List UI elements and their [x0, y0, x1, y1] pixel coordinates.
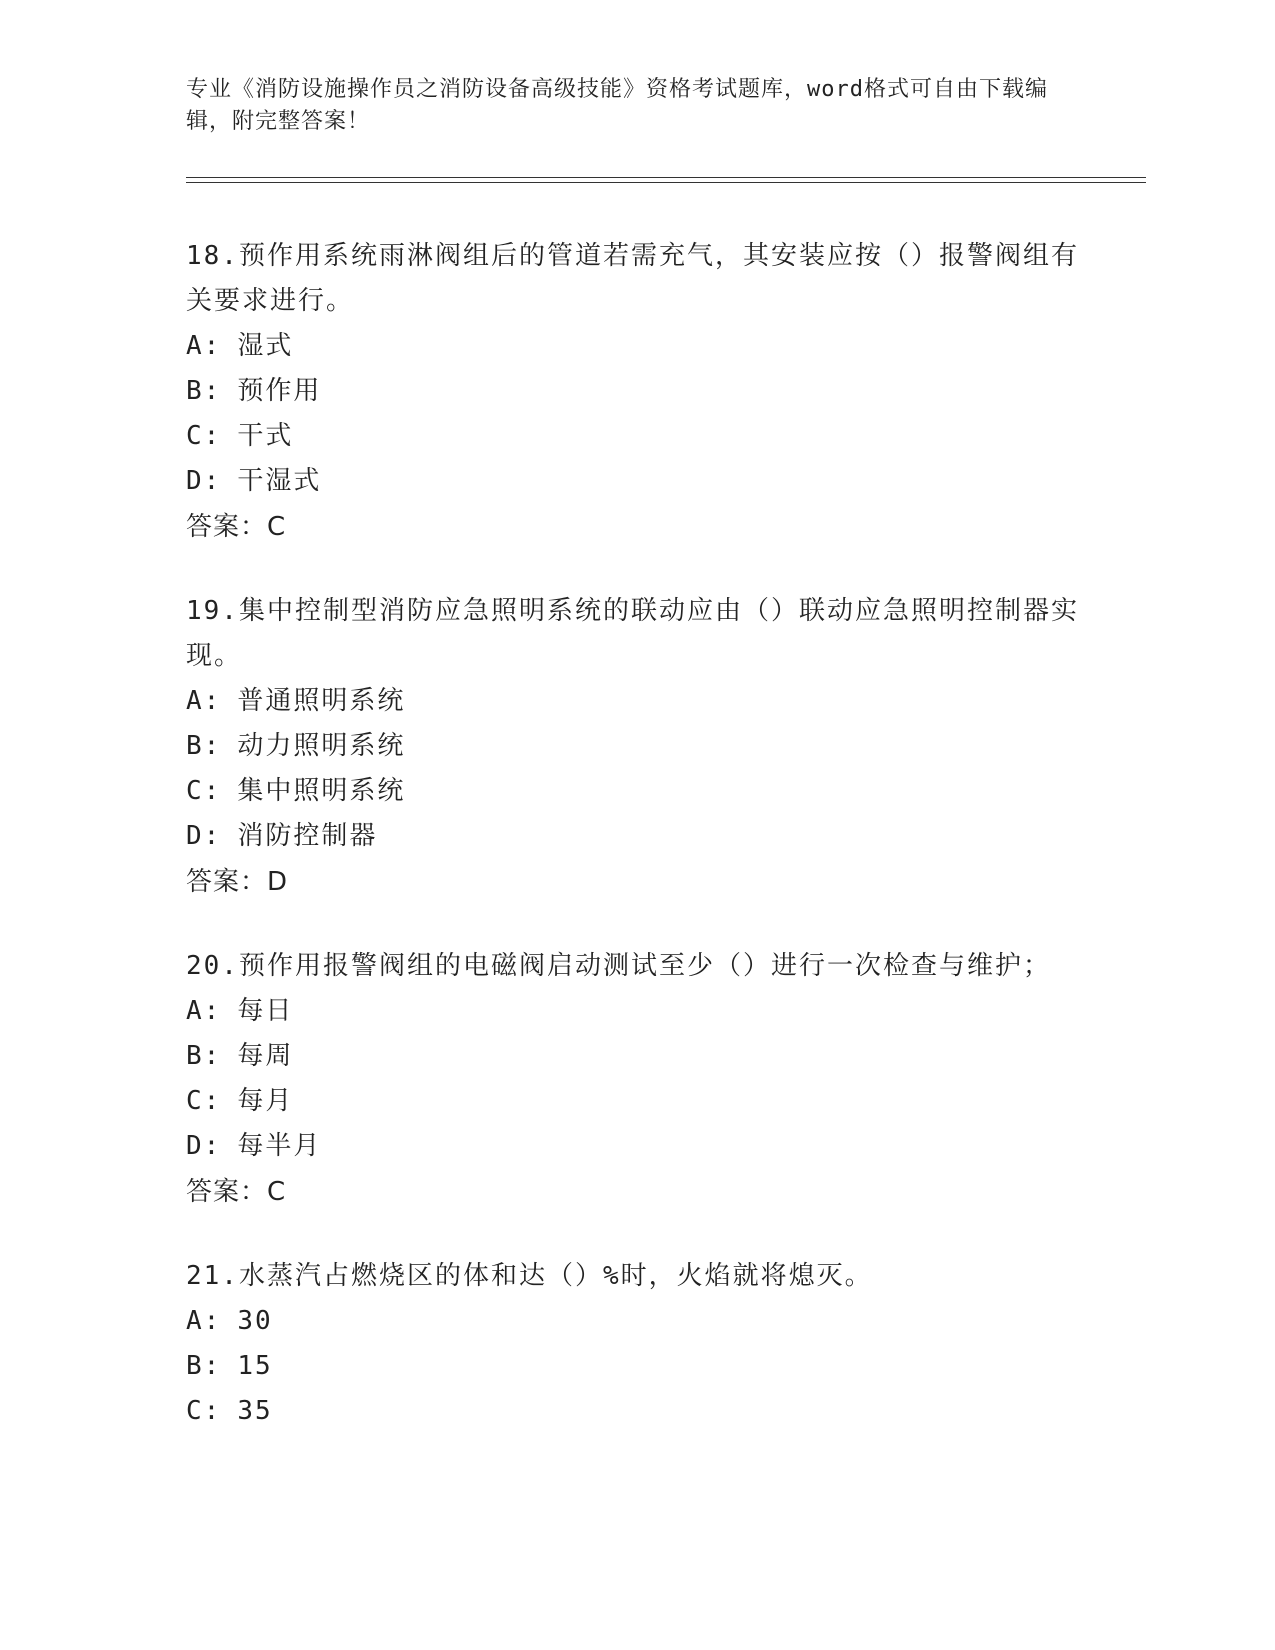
option-text: 消防控制器 — [237, 821, 378, 851]
option-a — [186, 679, 1086, 724]
option-a — [186, 1299, 1086, 1344]
option-letter: A: — [186, 331, 222, 361]
question-stem: 18.预作用系统雨淋阀组后的管道若需充气，其安装应按（）报警阀组有关要求进行。 — [186, 241, 1079, 316]
header-divider-top — [186, 177, 1146, 178]
question-20 — [186, 944, 1086, 1215]
header-divider-bottom — [186, 182, 1146, 183]
answer-label: 答案：D — [186, 867, 289, 897]
option-letter: B: — [186, 1041, 222, 1071]
option-text: 30 — [237, 1306, 273, 1336]
option-letter: B: — [186, 1351, 222, 1381]
option-b — [186, 369, 1086, 414]
question-21 — [186, 1254, 1086, 1434]
option-a — [186, 324, 1086, 369]
question-stem: 21.水蒸汽占燃烧区的体和达（）%时，火焰就将熄灭。 — [186, 1261, 873, 1291]
option-letter: D: — [186, 1131, 222, 1161]
option-text: 35 — [237, 1396, 273, 1426]
option-letter: A: — [186, 686, 222, 716]
option-text: 每半月 — [237, 1131, 322, 1161]
option-c — [186, 769, 1086, 814]
option-text: 预作用 — [237, 376, 322, 406]
option-text: 动力照明系统 — [237, 731, 406, 761]
option-c — [186, 414, 1086, 459]
option-letter: C: — [186, 776, 222, 806]
answer-label: 答案：C — [186, 512, 287, 542]
option-text: 干湿式 — [237, 466, 322, 496]
option-d — [186, 459, 1086, 504]
option-text: 干式 — [237, 421, 294, 451]
option-c — [186, 1389, 1086, 1434]
option-letter: B: — [186, 731, 222, 761]
option-text: 集中照明系统 — [237, 776, 406, 806]
option-letter: B: — [186, 376, 222, 406]
option-letter: C: — [186, 421, 222, 451]
option-letter: D: — [186, 821, 222, 851]
option-text: 普通照明系统 — [237, 686, 406, 716]
option-d — [186, 1124, 1086, 1169]
option-b — [186, 1034, 1086, 1079]
option-letter: D: — [186, 466, 222, 496]
answer-label: 答案：C — [186, 1177, 287, 1207]
question-18 — [186, 234, 1086, 550]
option-text: 湿式 — [237, 331, 294, 361]
option-letter: C: — [186, 1396, 222, 1426]
document-header: 专业《消防设施操作员之消防设备高级技能》资格考试题库，word格式可自由下载编辑，附完整答案！ — [186, 77, 1048, 134]
question-list — [186, 234, 1086, 1473]
question-stem: 20.预作用报警阀组的电磁阀启动测试至少（）进行一次检查与维护； — [186, 951, 1051, 981]
option-letter: A: — [186, 996, 222, 1026]
option-d — [186, 814, 1086, 859]
question-19 — [186, 589, 1086, 905]
option-b — [186, 1344, 1086, 1389]
question-stem: 19.集中控制型消防应急照明系统的联动应由（）联动应急照明控制器实现。 — [186, 596, 1079, 671]
option-c — [186, 1079, 1086, 1124]
option-a — [186, 989, 1086, 1034]
option-b — [186, 724, 1086, 769]
option-letter: A: — [186, 1306, 222, 1336]
option-letter: C: — [186, 1086, 222, 1116]
option-text: 每月 — [237, 1086, 294, 1116]
option-text: 15 — [237, 1351, 273, 1381]
option-text: 每周 — [237, 1041, 294, 1071]
option-text: 每日 — [237, 996, 294, 1026]
